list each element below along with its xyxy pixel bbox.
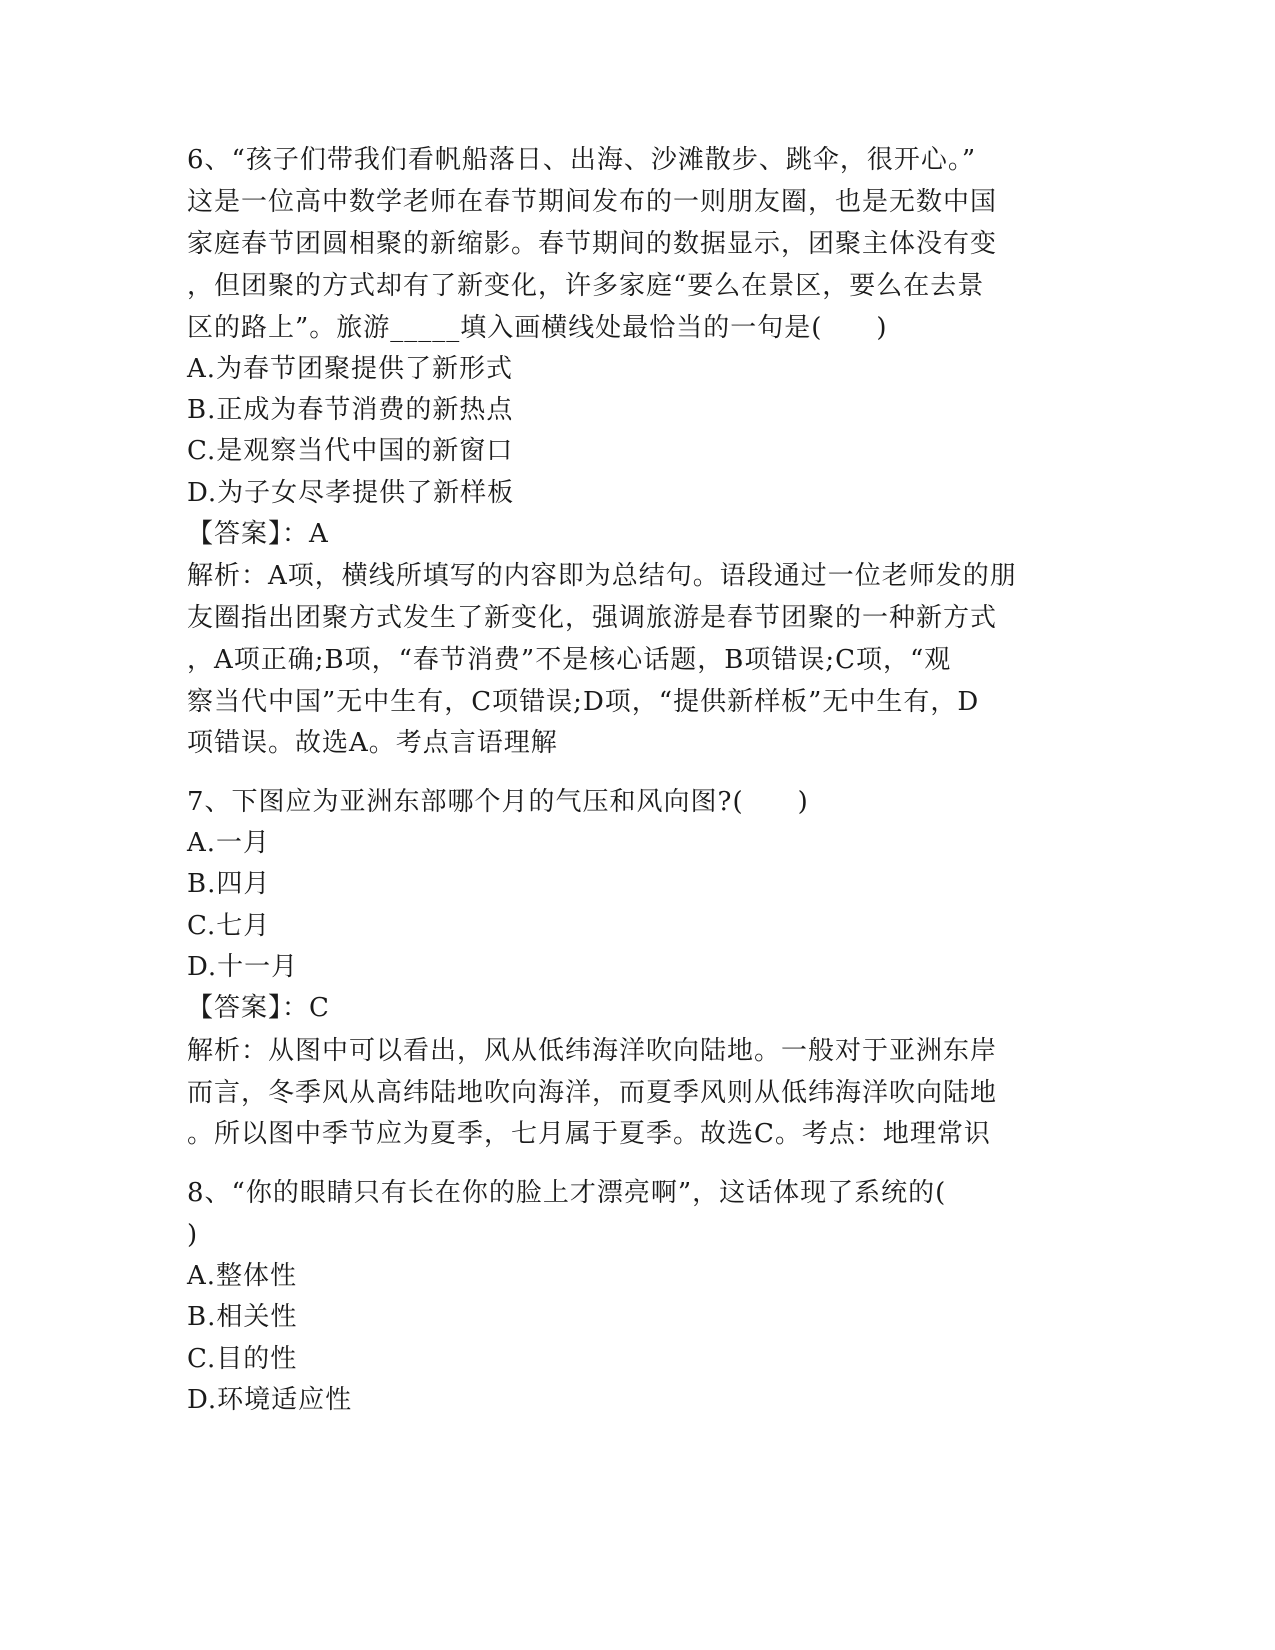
q6-explanation-line-3: ，A项正确;B项，“春节消费”不是核心话题，B项错误;C项，“观: [187, 645, 952, 675]
q6-option-c: C.是观察当代中国的新窗口: [187, 436, 514, 466]
q7-explanation-line-1: 解析：从图中可以看出，风从低纬海洋吹向陆地。一般对于亚洲东岸: [187, 1036, 998, 1066]
q6-stem-line-3: 家庭春节团圆相聚的新缩影。春节期间的数据显示，团聚主体没有变: [187, 229, 998, 259]
q6-explanation-line-5: 项错误。故选A。考点言语理解: [187, 728, 558, 758]
q7-explanation-line-2: 而言，冬季风从高纬陆地吹向海洋，而夏季风则从低纬海洋吹向陆地: [187, 1078, 998, 1108]
q6-stem-line-5: 区的路上”。旅游_____填入画横线处最恰当的一句是( ): [187, 313, 888, 343]
q6-explanation-line-2: 友圈指出团聚方式发生了新变化，强调旅游是春节团聚的一种新方式: [187, 603, 998, 633]
q7-option-b: B.四月: [187, 869, 271, 899]
q6-stem-line-4: ，但团聚的方式却有了新变化，许多家庭“要么在景区，要么在去景: [187, 271, 985, 301]
q6-option-b: B.正成为春节消费的新热点: [187, 395, 514, 425]
q8-option-d: D.环境适应性: [187, 1385, 353, 1415]
q6-option-d: D.为子女尽孝提供了新样板: [187, 478, 515, 508]
q6-option-a: A.为春节团聚提供了新形式: [187, 354, 514, 384]
q7-option-a: A.一月: [187, 828, 271, 858]
q8-option-b: B.相关性: [187, 1302, 298, 1332]
q6-stem-line-1: 6、“孩子们带我们看帆船落日、出海、沙滩散步、跳伞，很开心。”: [187, 145, 977, 175]
q6-explanation-line-1: 解析：A项，横线所填写的内容即为总结句。语段通过一位老师发的朋: [187, 561, 1017, 591]
q8-stem-line-1: 8、“你的眼睛只有长在你的脸上才漂亮啊”，这话体现了系统的(: [187, 1178, 947, 1208]
q6-answer: 【答案】：A: [187, 519, 329, 549]
q8-option-c: C.目的性: [187, 1344, 298, 1374]
q7-option-c: C.七月: [187, 911, 271, 941]
q7-answer: 【答案】：C: [187, 993, 330, 1023]
q6-explanation-line-4: 察当代中国”无中生有，C项错误;D项，“提供新样板”无中生有，D: [187, 687, 980, 717]
q6-stem-line-2: 这是一位高中数学老师在春节期间发布的一则朋友圈，也是无数中国: [187, 187, 998, 217]
q7-explanation-line-3: 。所以图中季节应为夏季，七月属于夏季。故选C。考点：地理常识: [187, 1119, 991, 1149]
q7-stem-line-1: 7、下图应为亚洲东部哪个月的气压和风向图?( ): [187, 787, 809, 817]
q7-option-d: D.十一月: [187, 952, 299, 982]
q8-stem-line-2: ): [187, 1220, 199, 1250]
q8-option-a: A.整体性: [187, 1261, 298, 1291]
